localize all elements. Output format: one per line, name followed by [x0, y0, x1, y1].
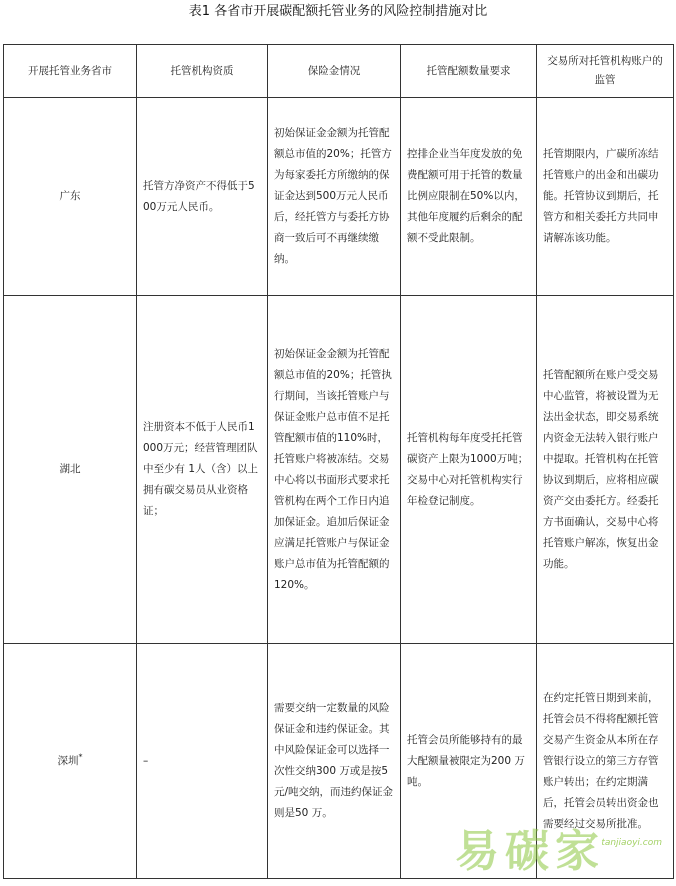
- cell-quota: 控排企业当年度发放的免费配额可用于托管的数量比例应限制在50%以内，其他年度履约后剩余的配额不受此限制。: [401, 98, 537, 296]
- cell-supervision: 托管配额所在账户受交易中心监管，将被设置为无法出金状态，即交易系统内资金无法转入银行账户中提取。托管机构在托管协议到期后，应将相应碳资产交由委托方。经委托方书面确认，交易中心将托管账户解冻，恢复出金功能。: [537, 296, 674, 644]
- watermark-url: tanjiaoyi.com: [601, 838, 662, 848]
- cell-qualification: –: [137, 644, 268, 879]
- cell-quota: 托管机构每年度受托托管碳资产上限为1000万吨；交易中心对托管机构实行年检登记制度。: [401, 296, 537, 644]
- cell-supervision: [537, 644, 674, 879]
- cell-deposit: 初始保证金金额为托管配额总市值的20%；托管执行期间，当该托管账户与保证金账户总市值不足托管配额市值的110%时，托管账户将被冻结。交易中心将以书面形式要求托管机构在两个工作日内追加保证金。追加后保证金应满足托管账户与保证金账户总市值为托管配额的120%。: [268, 296, 401, 644]
- province-name: 深圳: [57, 754, 79, 767]
- province-name: 广东: [59, 190, 81, 202]
- header-quota: 托管配额数量要求: [401, 45, 537, 98]
- table-row: [4, 644, 674, 879]
- cell-province: [4, 644, 137, 879]
- cell-qualification: 托管方净资产不得低于500万元人民币。: [137, 98, 268, 296]
- cell-province: [4, 98, 137, 296]
- header-supervision: 交易所对托管机构账户的监管: [537, 45, 674, 98]
- cell-supervision: 托管期限内，广碳所冻结托管账户的出金和出碳功能。托管协议到期后，托管方和相关委托方共同申请解冻该功能。: [537, 98, 674, 296]
- risk-control-table: [3, 44, 674, 879]
- table-title: 表1 各省市开展碳配额托管业务的风险控制措施对比: [188, 4, 488, 19]
- header-deposit: 保险金情况: [268, 45, 401, 98]
- header-qualification: 托管机构资质: [137, 45, 268, 98]
- watermark-text: 易碳家: [455, 826, 605, 877]
- province-name: 湖北: [59, 463, 81, 475]
- table-header-row: [4, 45, 674, 98]
- cell-deposit: 需要交纳一定数量的风险保证金和违约保证金。其中风险保证金可以选择一次性交纳300 万或是按5 元/吨交纳，而违约保证金则是50 万。: [268, 644, 401, 879]
- supervision-text: 在约定托管日期到来前，托管会员不得将配额托管交易产生资金从本所在存管银行设立的第三方存管账户转出；在约定期满后，托管会员转出资金也需要经过交易所批准。: [543, 691, 659, 830]
- cell-quota: 托管会员所能够持有的最大配额量被限定为200 万吨。: [401, 644, 537, 879]
- header-province: 开展托管业务省市: [4, 45, 137, 98]
- table-row: [4, 98, 674, 296]
- cell-qualification: 注册资本不低于人民币1000万元；经营管理团队中至少有 1人（含）以上拥有碳交易员从业资格证；: [137, 296, 268, 644]
- province-mark: *: [78, 752, 83, 761]
- cell-deposit: 初始保证金金额为托管配额总市值的20%；托管方为每家委托方所缴纳的保证金达到500万元人民币后，经托管方与委托方协商一致后可不再继续缴纳。: [268, 98, 401, 296]
- table-row: [4, 296, 674, 644]
- cell-province: [4, 296, 137, 644]
